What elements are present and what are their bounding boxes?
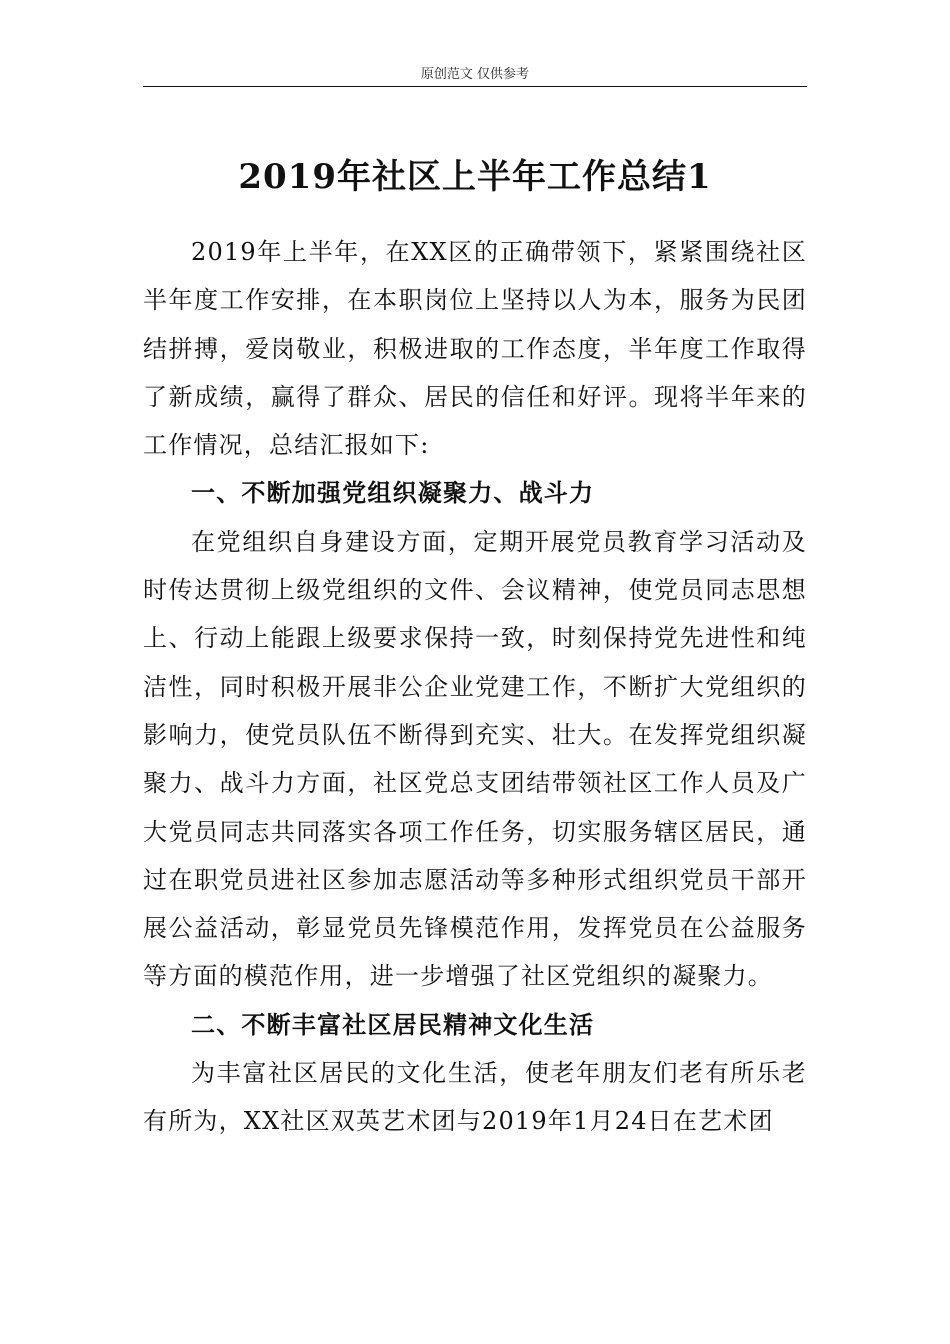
document-body [143, 228, 807, 1146]
intro-paragraph: 2019年上半年，在XX区的正确带领下，紧紧围绕社区半年度工作安排，在本职岗位上坚持以人为本，服务为民团结拼搏，爱岗敬业，积极进取的工作态度，半年度工作取得了新成绩，赢得了群众、居民的信任和好评。现将半年来的工作情况，总结汇报如下: [143, 238, 807, 460]
section-heading-2: 二、不断丰富社区居民精神文化生活 [191, 1009, 595, 1039]
header-divider [143, 86, 807, 87]
section-heading-1: 一、不断加强党组织凝聚力、战斗力 [191, 478, 595, 508]
section-paragraph-1: 在党组织自身建设方面，定期开展党员教育学习活动及时传达贯彻上级党组织的文件、会议精神，使党员同志思想上、行动上能跟上级要求保持一致，时刻保持党先进性和纯洁性，同时积极开展非公企业党建工作，不断扩大党组织的影响力，使党员队伍不断得到充实、壮大。在发挥党组织凝聚力、战斗力方面，社区党总支团结带领社区工作人员及广大党员同志共同落实各项工作任务，切实服务辖区居民，通过在职党员进社区参加志愿活动等多种形式组织党员干部开展公益活动，彰显党员先锋模范作用，发挥党员在公益服务等方面的模范作用，进一步增强了社区党组织的凝聚力。 [143, 527, 807, 991]
document-title: 2019年社区上半年工作总结1 [238, 156, 712, 197]
section-paragraph-2: 为丰富社区居民的文化生活，使老年朋友们老有所乐老有所为，XX社区双英艺术团与2019年1月24日在艺术团 [143, 1059, 807, 1136]
page-header: 原创范文 仅供参考 [420, 67, 530, 82]
